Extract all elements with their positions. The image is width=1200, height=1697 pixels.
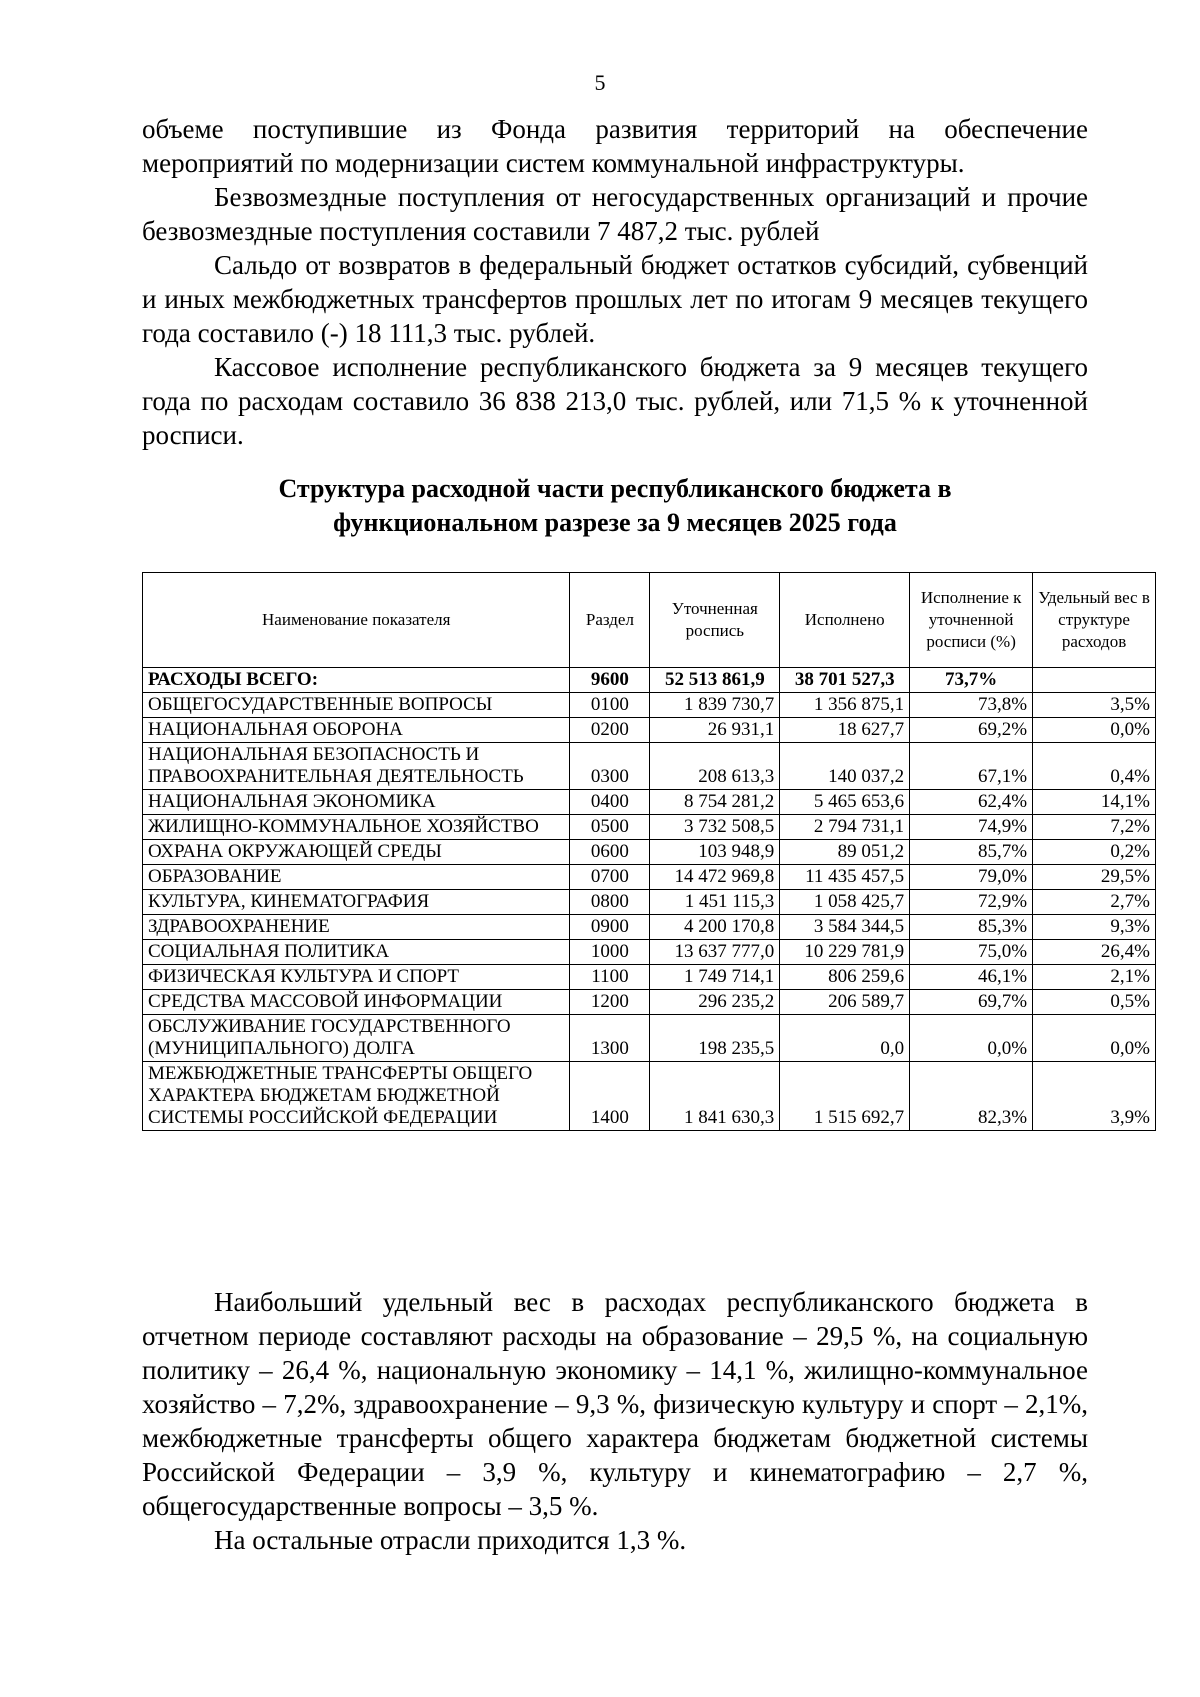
cell-share: 29,5% xyxy=(1033,865,1156,890)
table-row xyxy=(143,1062,1156,1131)
cell-name: МЕЖБЮДЖЕТНЫЕ ТРАНСФЕРТЫ ОБЩЕГО ХАРАКТЕРА БЮДЖЕТАМ БЮДЖЕТНОЙ СИСТЕМЫ РОССИЙСКОЙ ФЕДЕРАЦИИ xyxy=(143,1062,570,1131)
cell-section: 0200 xyxy=(570,718,650,743)
table-row xyxy=(143,693,1156,718)
cell-name: ФИЗИЧЕСКАЯ КУЛЬТУРА И СПОРТ xyxy=(143,965,570,990)
cell-name: ЗДРАВООХРАНЕНИЕ xyxy=(143,915,570,940)
cell-plan: 208 613,3 xyxy=(650,743,780,790)
budget-table xyxy=(142,572,1156,1131)
table-row xyxy=(143,940,1156,965)
cell-execution: 75,0% xyxy=(910,940,1033,965)
cell-name: НАЦИОНАЛЬНАЯ БЕЗОПАСНОСТЬ И ПРАВООХРАНИТЕЛЬНАЯ ДЕЯТЕЛЬНОСТЬ xyxy=(143,743,570,790)
cell-name: СОЦИАЛЬНАЯ ПОЛИТИКА xyxy=(143,940,570,965)
intro-paragraph-3: Сальдо от возвратов в федеральный бюджет остатков субсидий, субвенций и иных межбюджетных трансфертов прошлых лет по итогам 9 месяцев текущего года составило (-) 18 111,3 тыс. рублей. xyxy=(142,250,1088,348)
cell-actual: 0,0 xyxy=(780,1015,910,1062)
cell-execution: 74,9% xyxy=(910,815,1033,840)
cell-plan: 8 754 281,2 xyxy=(650,790,780,815)
cell-execution: 62,4% xyxy=(910,790,1033,815)
intro-paragraph-1: объеме поступившие из Фонда развития территорий на обеспечение мероприятий по модернизации систем коммунальной инфраструктуры. xyxy=(142,114,1088,178)
table-row xyxy=(143,718,1156,743)
header-execution: Исполнение к уточненной росписи (%) xyxy=(910,573,1033,668)
cell-name: ОБРАЗОВАНИЕ xyxy=(143,865,570,890)
cell-share: 0,0% xyxy=(1033,1015,1156,1062)
cell-section: 1100 xyxy=(570,965,650,990)
cell-section: 0900 xyxy=(570,915,650,940)
cell-actual: 10 229 781,9 xyxy=(780,940,910,965)
table-row xyxy=(143,865,1156,890)
cell-execution: 82,3% xyxy=(910,1062,1033,1131)
cell-plan: 103 948,9 xyxy=(650,840,780,865)
cell-section: 1300 xyxy=(570,1015,650,1062)
cell-plan: 1 841 630,3 xyxy=(650,1062,780,1131)
cell-actual: 2 794 731,1 xyxy=(780,815,910,840)
table-title xyxy=(142,472,1088,540)
cell-execution: 69,2% xyxy=(910,718,1033,743)
cell-execution: 85,7% xyxy=(910,840,1033,865)
table-row xyxy=(143,790,1156,815)
cell-share: 3,5% xyxy=(1033,693,1156,718)
cell-plan: 198 235,5 xyxy=(650,1015,780,1062)
page-number: 5 xyxy=(594,70,606,95)
cell-plan: 3 732 508,5 xyxy=(650,815,780,840)
cell-section: 0800 xyxy=(570,890,650,915)
cell-plan: 52 513 861,9 xyxy=(650,668,780,693)
cell-share: 7,2% xyxy=(1033,815,1156,840)
cell-plan: 26 931,1 xyxy=(650,718,780,743)
cell-share: 3,9% xyxy=(1033,1062,1156,1131)
cell-execution: 0,0% xyxy=(910,1015,1033,1062)
header-plan: Уточненная роспись xyxy=(650,573,780,668)
cell-share: 0,2% xyxy=(1033,840,1156,865)
table-row xyxy=(143,990,1156,1015)
cell-actual: 140 037,2 xyxy=(780,743,910,790)
cell-actual: 1 515 692,7 xyxy=(780,1062,910,1131)
cell-share: 9,3% xyxy=(1033,915,1156,940)
cell-name: НАЦИОНАЛЬНАЯ ОБОРОНА xyxy=(143,718,570,743)
table-row-total xyxy=(143,668,1156,693)
table-header-row xyxy=(143,573,1156,668)
cell-plan: 1 839 730,7 xyxy=(650,693,780,718)
conclusion-paragraph-1: Наибольший удельный вес в расходах республиканского бюджета в отчетном периоде составляют расходы на образование – 29,5 %, на социальную политику – 26,4 %, национальную экономику – 14,1 %, жилищно-коммунальное хозяйство – 7,2%, здравоохранение – 9,3 %, физическую культуру и спорт – 2,1%, межбюджетные трансферты общего характера бюджетам бюджетной системы Российской Федерации – 3,9 %, культуру и кинематографию – 2,7 %, общегосударственные вопросы – 3,5 %. xyxy=(142,1287,1088,1521)
cell-plan: 296 235,2 xyxy=(650,990,780,1015)
cell-share: 14,1% xyxy=(1033,790,1156,815)
header-name: Наименование показателя xyxy=(143,573,570,668)
cell-execution: 67,1% xyxy=(910,743,1033,790)
cell-share xyxy=(1033,668,1156,693)
cell-name: КУЛЬТУРА, КИНЕМАТОГРАФИЯ xyxy=(143,890,570,915)
conclusion-text xyxy=(142,1285,1088,1557)
cell-actual: 3 584 344,5 xyxy=(780,915,910,940)
cell-name: РАСХОДЫ ВСЕГО: xyxy=(143,668,570,693)
cell-name: ОБЩЕГОСУДАРСТВЕННЫЕ ВОПРОСЫ xyxy=(143,693,570,718)
cell-actual: 18 627,7 xyxy=(780,718,910,743)
cell-execution: 73,7% xyxy=(910,668,1033,693)
cell-section: 9600 xyxy=(570,668,650,693)
cell-section: 0400 xyxy=(570,790,650,815)
cell-actual: 11 435 457,5 xyxy=(780,865,910,890)
cell-section: 0500 xyxy=(570,815,650,840)
cell-execution: 72,9% xyxy=(910,890,1033,915)
table-title-line-1: Структура расходной части республиканского бюджета в xyxy=(278,474,952,503)
table-row xyxy=(143,890,1156,915)
cell-section: 1000 xyxy=(570,940,650,965)
cell-execution: 73,8% xyxy=(910,693,1033,718)
cell-actual: 5 465 653,6 xyxy=(780,790,910,815)
cell-share: 0,4% xyxy=(1033,743,1156,790)
cell-plan: 14 472 969,8 xyxy=(650,865,780,890)
table-row xyxy=(143,815,1156,840)
table-row xyxy=(143,840,1156,865)
cell-actual: 206 589,7 xyxy=(780,990,910,1015)
table-row xyxy=(143,915,1156,940)
conclusion-paragraph-2: На остальные отрасли приходится 1,3 %. xyxy=(214,1525,687,1555)
cell-section: 1400 xyxy=(570,1062,650,1131)
cell-actual: 806 259,6 xyxy=(780,965,910,990)
cell-execution: 69,7% xyxy=(910,990,1033,1015)
cell-actual: 89 051,2 xyxy=(780,840,910,865)
table-row xyxy=(143,743,1156,790)
cell-name: НАЦИОНАЛЬНАЯ ЭКОНОМИКА xyxy=(143,790,570,815)
cell-execution: 79,0% xyxy=(910,865,1033,890)
cell-share: 0,0% xyxy=(1033,718,1156,743)
cell-share: 2,7% xyxy=(1033,890,1156,915)
table-row xyxy=(143,1015,1156,1062)
cell-plan: 1 451 115,3 xyxy=(650,890,780,915)
header-actual: Исполнено xyxy=(780,573,910,668)
cell-actual: 1 058 425,7 xyxy=(780,890,910,915)
cell-name: ОХРАНА ОКРУЖАЮЩЕЙ СРЕДЫ xyxy=(143,840,570,865)
intro-paragraph-4: Кассовое исполнение республиканского бюджета за 9 месяцев текущего года по расходам составило 36 838 213,0 тыс. рублей, или 71,5 % к уточненной росписи. xyxy=(142,352,1088,450)
cell-execution: 46,1% xyxy=(910,965,1033,990)
cell-name: СРЕДСТВА МАССОВОЙ ИНФОРМАЦИИ xyxy=(143,990,570,1015)
header-section: Раздел xyxy=(570,573,650,668)
cell-plan: 4 200 170,8 xyxy=(650,915,780,940)
table-title-line-2: функциональном разрезе за 9 месяцев 2025 года xyxy=(333,508,897,537)
cell-section: 0100 xyxy=(570,693,650,718)
header-share: Удельный вес в структуре расходов xyxy=(1033,573,1156,668)
cell-execution: 85,3% xyxy=(910,915,1033,940)
table-row xyxy=(143,965,1156,990)
intro-paragraph-2: Безвозмездные поступления от негосударственных организаций и прочие безвозмездные поступления составили 7 487,2 тыс. рублей xyxy=(142,182,1088,246)
cell-plan: 1 749 714,1 xyxy=(650,965,780,990)
cell-share: 0,5% xyxy=(1033,990,1156,1015)
cell-section: 1200 xyxy=(570,990,650,1015)
cell-plan: 13 637 777,0 xyxy=(650,940,780,965)
cell-name: ЖИЛИЩНО-КОММУНАЛЬНОЕ ХОЗЯЙСТВО xyxy=(143,815,570,840)
intro-text xyxy=(142,112,1088,452)
cell-actual: 1 356 875,1 xyxy=(780,693,910,718)
cell-name: ОБСЛУЖИВАНИЕ ГОСУДАРСТВЕННОГО (МУНИЦИПАЛЬНОГО) ДОЛГА xyxy=(143,1015,570,1062)
cell-section: 0700 xyxy=(570,865,650,890)
cell-section: 0300 xyxy=(570,743,650,790)
cell-actual: 38 701 527,3 xyxy=(780,668,910,693)
cell-share: 2,1% xyxy=(1033,965,1156,990)
cell-section: 0600 xyxy=(570,840,650,865)
cell-share: 26,4% xyxy=(1033,940,1156,965)
